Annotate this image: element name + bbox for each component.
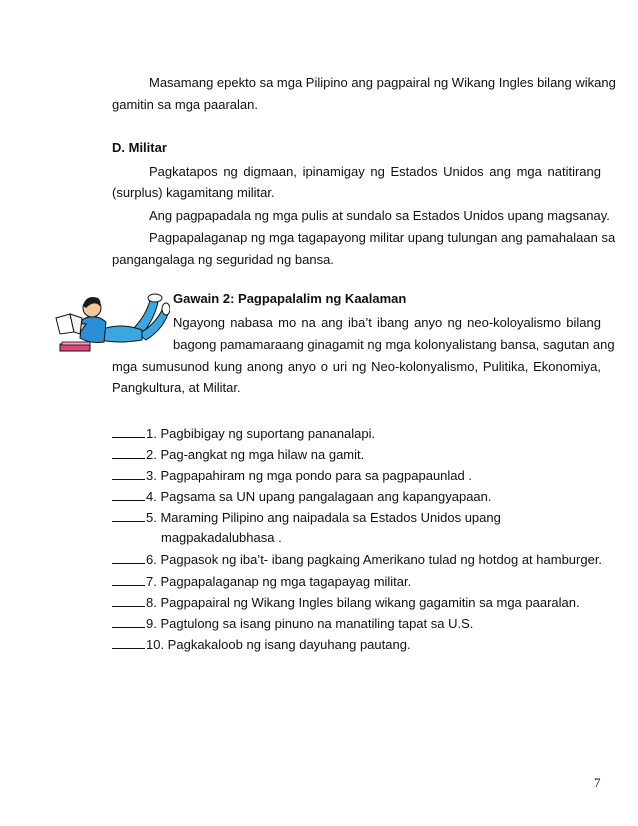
list-item: 8. Pagpapairal ng Wikang Ingles bilang wikang gagamitin sa mga paaralan. — [112, 594, 580, 611]
answer-blank[interactable] — [112, 551, 145, 564]
militar-p3-line2: pangangalaga ng seguridad ng bansa. — [112, 252, 334, 267]
militar-p1-line1: Pagkatapos ng digmaan, ipinamigay ng Estados Unidos ang mga natitirang — [149, 164, 601, 179]
list-item: 4. Pagsama sa UN upang pangalagaan ang kapangyapaan. — [112, 488, 492, 505]
gawain-line-1: Ngayong nabasa mo na ang iba’t ibang anyo ng neo-koloyalismo bilang — [173, 315, 601, 330]
gawain-line-3: mga sumusunod kung anong anyo o uri ng Neo-kolonyalismo, Pulitika, Ekonomiya, — [112, 359, 601, 374]
answer-blank[interactable] — [112, 615, 145, 628]
boy-reading-book-icon — [54, 290, 170, 356]
list-item: 3. Pagpapahiram ng mga pondo para sa pagpapaunlad . — [112, 467, 472, 484]
gawain-line-2: bagong pamamaraang ginagamit ng mga kolonyalistang bansa, sagutan ang — [173, 337, 615, 352]
answer-blank[interactable] — [112, 425, 145, 438]
answer-blank[interactable] — [112, 488, 145, 501]
list-item: 7. Pagpapalaganap ng mga tagapayag militar. — [112, 573, 411, 590]
list-item: 1. Pagbibigay ng suportang pananalapi. — [112, 425, 375, 442]
answer-blank[interactable] — [112, 509, 145, 522]
list-item: 10. Pagkakaloob ng isang dayuhang pautang. — [112, 636, 411, 653]
answer-blank[interactable] — [112, 573, 145, 586]
list-item: 2. Pag-angkat ng mga hilaw na gamit. — [112, 446, 364, 463]
section-heading-militar: D. Militar — [112, 140, 167, 155]
page-number: 7 — [594, 775, 601, 790]
answer-blank[interactable] — [112, 467, 145, 480]
militar-p3-line1: Pagpapalaganap ng mga tagapayong militar upang tulungan ang pamahalaan sa — [149, 230, 616, 245]
gawain-line-4: Pangkultura, at Militar. — [112, 380, 241, 395]
intro-line-1: Masamang epekto sa mga Pilipino ang pagpairal ng Wikang Ingles bilang wikang — [149, 75, 616, 90]
gawain-title: Gawain 2: Pagpapalalim ng Kaalaman — [173, 291, 407, 306]
answer-blank[interactable] — [112, 594, 145, 607]
answer-blank[interactable] — [112, 446, 145, 459]
intro-line-2: gamitin sa mga paaralan. — [112, 97, 258, 112]
list-item-continuation: magpakadalubhasa . — [161, 530, 282, 545]
list-item: 5. Maraming Pilipino ang naipadala sa Estados Unidos upang — [112, 509, 501, 526]
militar-p1-line2: (surplus) kagamitang militar. — [112, 185, 275, 200]
militar-p2: Ang pagpapadala ng mga pulis at sundalo sa Estados Unidos upang magsanay. — [149, 208, 610, 223]
list-item: 9. Pagtulong sa isang pinuno na manatiling tapat sa U.S. — [112, 615, 473, 632]
list-item: 6. Pagpasok ng iba’t- ibang pagkaing Amerikano tulad ng hotdog at hamburger. — [112, 551, 602, 568]
answer-blank[interactable] — [112, 636, 145, 649]
